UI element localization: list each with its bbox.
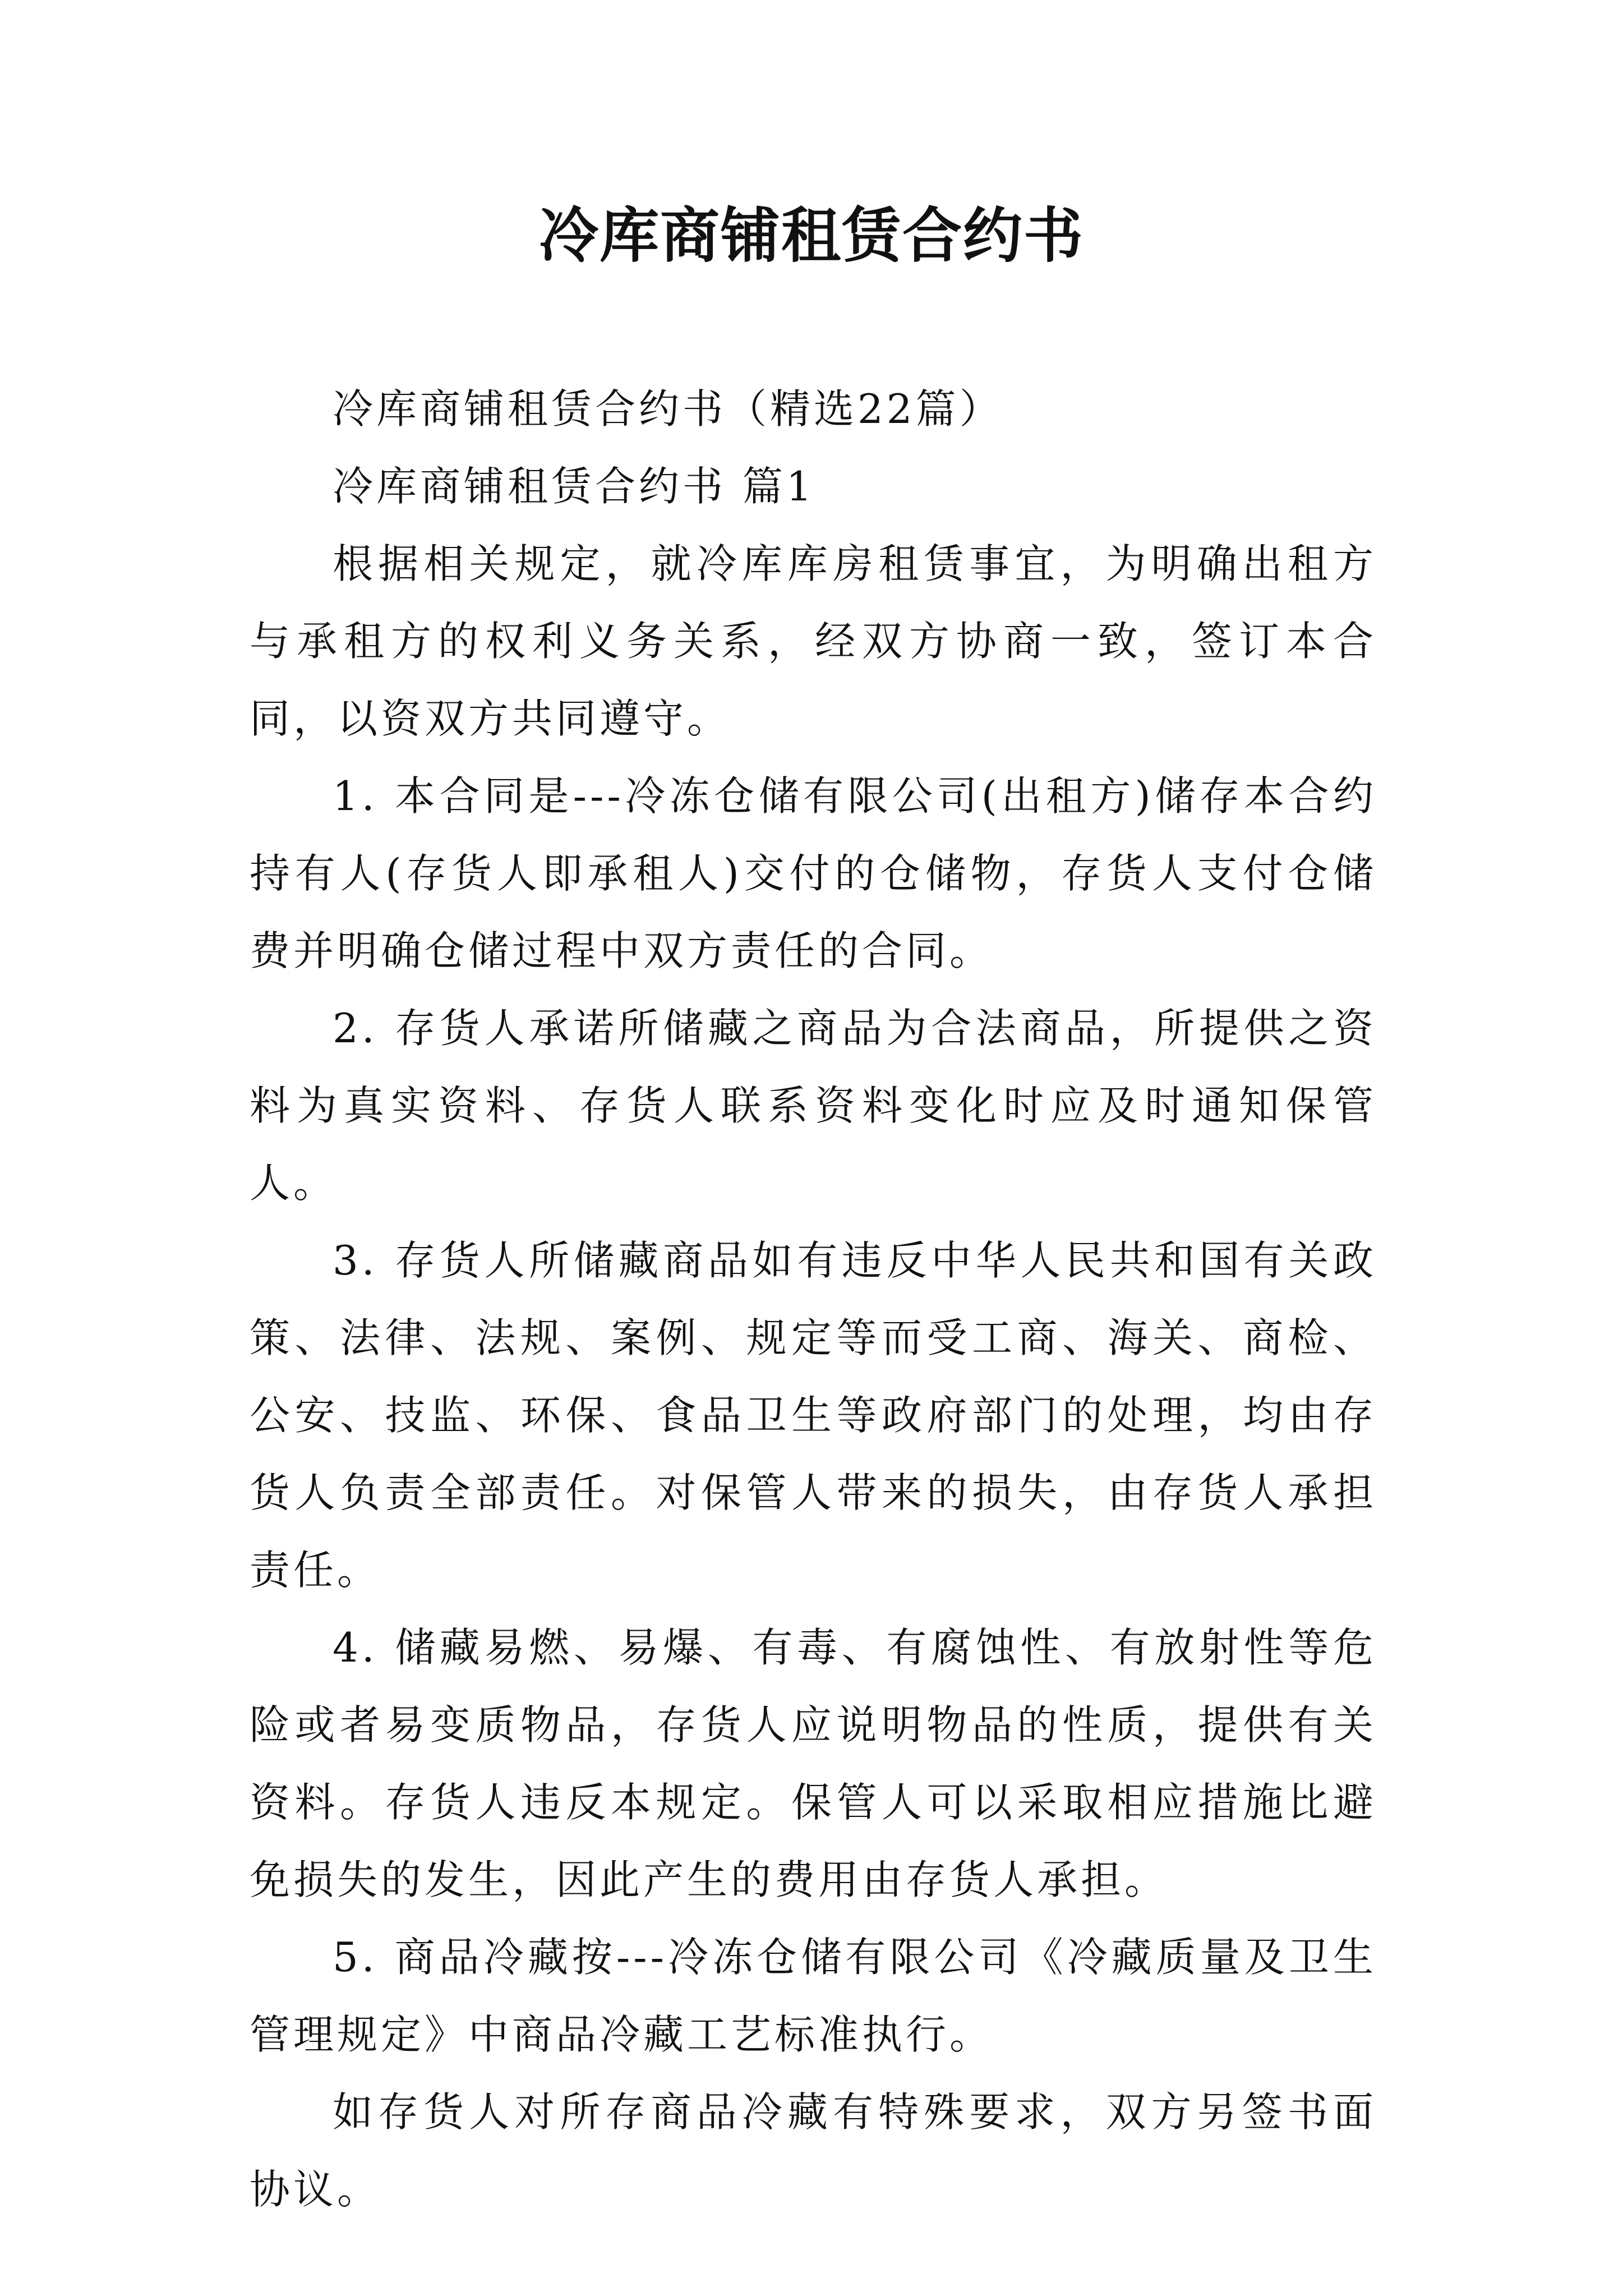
paragraph-special-requirements: 如存货人对所存商品冷藏有特殊要求，双方另签书面协议。 [250, 2088, 1377, 2213]
paragraph-clause-3: 3. 存货人所储藏商品如有违反中华人民共和国有关政策、法律、法规、案例、规定等而受工商、海关、商检、公安、技监、环保、食品卫生等政府部门的处理，均由存货人负责全部责任。对保管人带来的损失，由存货人承担责任。 [250, 1237, 1377, 1594]
section-heading: 冷库商铺租赁合约书 篇1 [333, 463, 815, 510]
paragraph-intro: 根据相关规定，就冷库库房租赁事宜，为明确出租方与承租方的权利义务关系，经双方协商一致，签订本合同，以资双方共同遵守。 [250, 540, 1377, 742]
document-body [250, 370, 1377, 2228]
paragraph-clause-5: 5. 商品冷藏按---冷冻仓储有限公司《冷藏质量及卫生管理规定》中商品冷藏工艺标准执行。 [250, 1934, 1377, 2058]
document-subtitle: 冷库商铺租赁合约书（精选22篇） [333, 385, 1003, 432]
paragraph-clause-1: 1. 本合同是---冷冻仓储有限公司(出租方)储存本合约持有人(存货人即承租人)交付的仓储物，存货人支付仓储费并明确仓储过程中双方责任的合同。 [250, 772, 1377, 974]
document-title: 冷库商铺租赁合约书 [539, 200, 1084, 270]
paragraph-clause-2: 2. 存货人承诺所储藏之商品为合法商品，所提供之资料为真实资料、存货人联系资料变化时应及时通知保管人。 [250, 1005, 1377, 1207]
paragraph-clause-4: 4. 储藏易燃、易爆、有毒、有腐蚀性、有放射性等危险或者易变质物品，存货人应说明物品的性质，提供有关资料。存货人违反本规定。保管人可以采取相应措施比避免损失的发生，因此产生的费用由存货人承担。 [250, 1624, 1377, 1903]
